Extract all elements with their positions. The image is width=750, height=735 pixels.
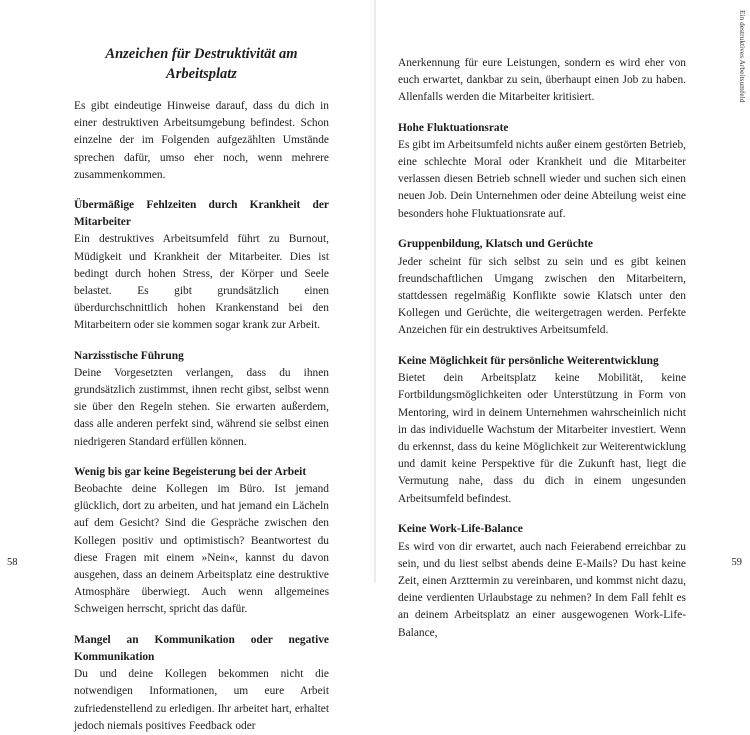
left-page: [0, 0, 374, 732]
right-text-column: [398, 41, 686, 642]
section-heading: Keine Möglichkeit für persönliche Weiterentwicklung: [398, 355, 659, 368]
section-communication: [74, 632, 329, 735]
section-text: Beobachte deine Kollegen im Büro. Ist jemand glücklich, dort zu arbeiten, und hat jemand ein Lächeln auf dem Gesicht? Sind die Gespräche zwischen den Kollegen positiv und optimistisch? Beantwortest du diese Fragen mit einem »Nein«, kannst du davon ausgehen, dass an deinem Arbeitsplatz eine destruktive Atmosphäre überwiegt. Auch wenn allgemeines Schweigen herrscht, spricht das dafür.: [74, 483, 329, 616]
page-number-left: 58: [7, 557, 18, 568]
intro-paragraph: Es gibt eindeutige Hinweise darauf, dass du dich in einer destruktiven Arbeitsumgebung befindest. Schon einzelne der im Folgenden aufgezählten Umstände sprechen dafür, umso eher noch, wenn mehrere zusammenkommen.: [74, 100, 329, 181]
section-heading: Gruppenbildung, Klatsch und Gerüchte: [398, 238, 593, 251]
section-text: Ein destruktives Arbeitsumfeld führt zu Burnout, Müdigkeit und Krankheit der Mitarbeiter. Dies ist bedingt durch hohen Stress, der Körper und Seele belastet. Es gibt grundsätzlich einen überdurchschnittlich hohen Krankenstand bei den Mitarbeitern oder sie kommen sogar krank zur Arbeit.: [74, 233, 329, 332]
section-text: Es wird von dir erwartet, auch nach Feierabend erreichbar zu sein, und du liest selbst abends deine E-Mails? Du hast keine Zeit, einen Arzttermin zu vereinbaren, und kommst nicht dazu, deine verdienten Urlaubstage zu nehmen? In dem Fall fehlt es an deinem Arbeitsplatz an einer ausgewogenen Work-Life-Balance,: [398, 540, 686, 639]
section-narcissistic-leadership: [74, 348, 329, 451]
running-head: Ein destruktives Arbeitsumfeld: [738, 10, 746, 103]
section-text: Bietet dein Arbeitsplatz keine Mobilität, keine Fortbildungsmöglichkeiten oder Unterstützung in Form von Mentoring, wird in deinem Unternehmen wahrscheinlich nicht in das individuelle Wachstum der Mitarbeiter investiert. Wenn du erkennst, dass du keine Möglichkeit zur Weiterentwicklung und damit keine Perspektive für die Zukunft hast, liegt die Vermutung nahe, dass du dich in einem ungesunden Arbeitsumfeld befindest.: [398, 372, 686, 505]
right-page: [376, 0, 750, 639]
section-heading: Keine Work-Life-Balance: [398, 523, 523, 536]
chapter-title: Anzeichen für Destruktivität am Arbeitsplatz: [105, 46, 298, 82]
section-text: Jeder scheint für sich selbst zu sein und es gibt keinen freundschaftlichen Umgang zwischen den Mitarbeitern, stattdessen regelmäßig Konflikte sowie Klatsch unter den Kollegen und Gerüchte, die weitergetragen werden. Perfekte Anzeichen für ein destruktives Arbeitsumfeld.: [398, 255, 686, 337]
continuation-paragraph: Anerkennung für eure Leistungen, sondern es wird eher von euch erwartet, dankbar zu sein, überhaupt einen Job zu haben. Allenfalls werden die Mitarbeiter kritisiert.: [398, 56, 686, 103]
section-development: [398, 353, 686, 508]
section-heading: Übermäßige Fehlzeiten durch Krankheit der Mitarbeiter: [74, 199, 329, 229]
section-heading: Wenig bis gar keine Begeisterung bei der Arbeit: [74, 465, 307, 478]
section-text: Deine Vorgesetzten verlangen, dass du ihnen grundsätzlich zustimmst, ihnen recht gibst, selbst wenn sie über den Regeln stehen. Sie erwarten außerdem, dass alle anderen perfekt sind, während sie selbst einen niedrigeren Standard erfüllen können.: [74, 366, 329, 448]
section-heading: Hohe Fluktuationsrate: [398, 121, 509, 134]
section-fluctuation: [398, 120, 686, 223]
section-gossip: [398, 236, 686, 339]
page-number-right: 59: [731, 557, 742, 568]
section-absences: [74, 197, 329, 335]
section-text: Es gibt im Arbeitsumfeld nichts außer einem gestörten Betrieb, eine schlechte Moral oder Krankheit und die Mitarbeiter verlassen diesen Betrieb schnell wieder und suchen sich einen neuen Job. Dein Unternehmen oder deine Abteilung weist eine besonders hohe Fluktuationsrate auf.: [398, 138, 686, 220]
section-heading: Narzisstische Führung: [74, 349, 184, 362]
section-text: Du und deine Kollegen bekommen nicht die notwendigen Informationen, um eure Arbeit zufriedenstellend zu erledigen. Ihr arbeitet hart, erhaltet jedoch niemals positives Feedback oder: [74, 668, 329, 732]
section-no-enthusiasm: [74, 464, 329, 619]
section-heading: Mangel an Kommunikation oder negative Kommunikation: [74, 633, 329, 663]
left-text-column: [74, 44, 329, 735]
section-work-life-balance: [398, 521, 686, 641]
